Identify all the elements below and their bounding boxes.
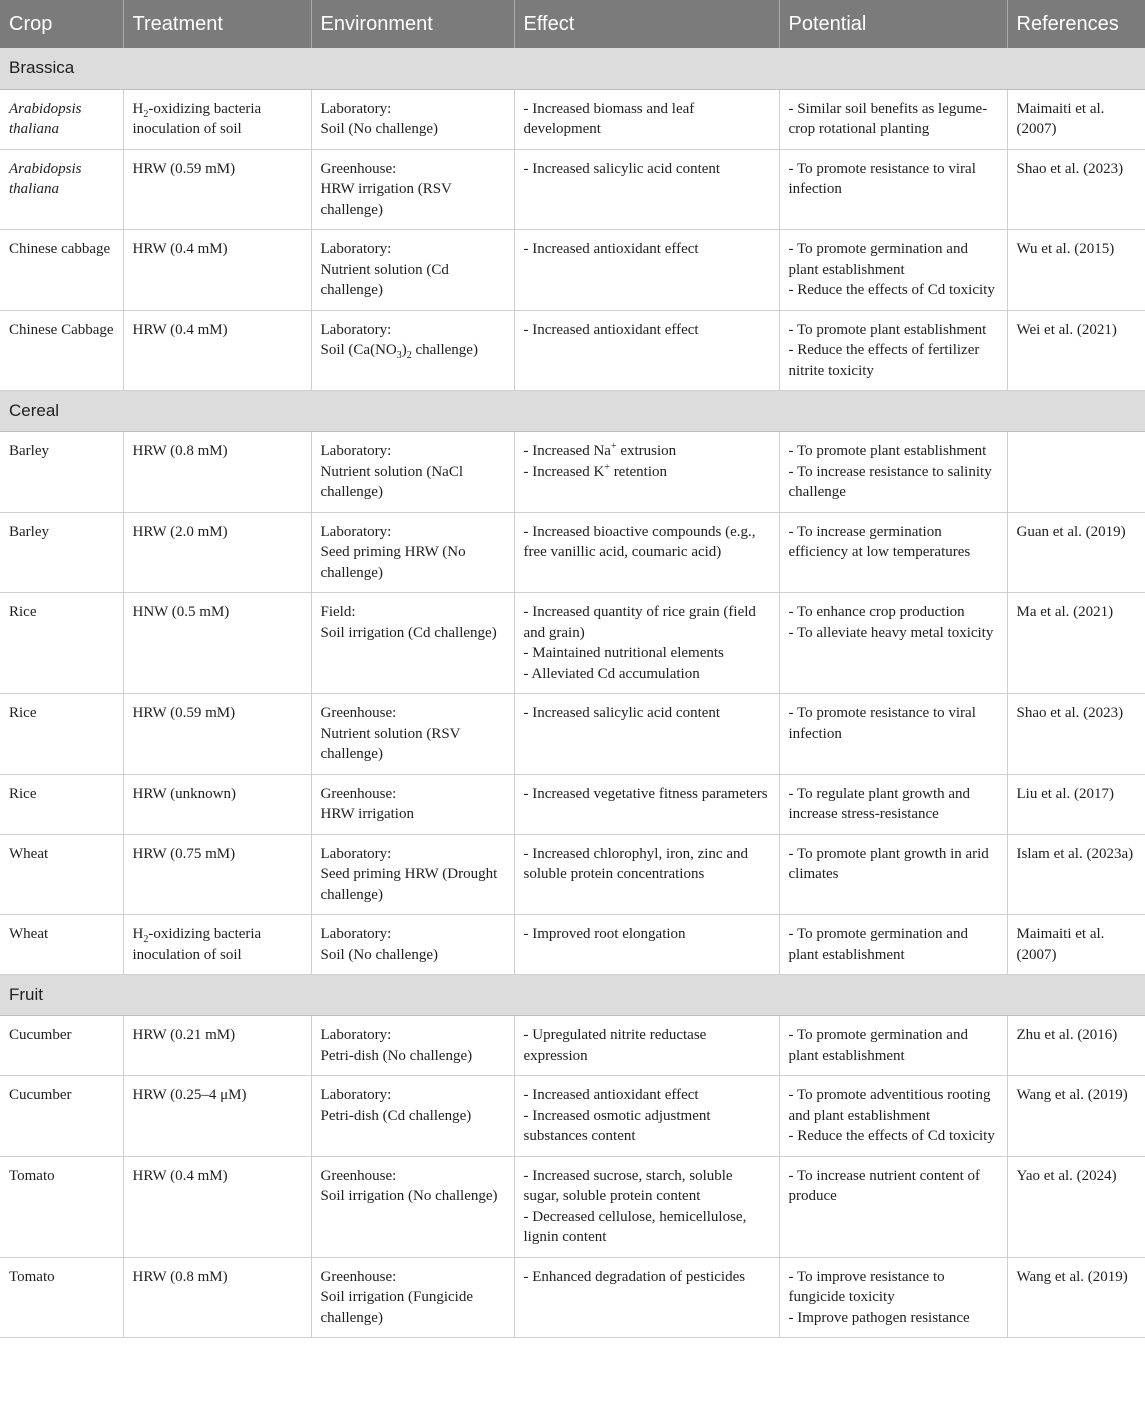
cell-potential	[779, 593, 1007, 694]
header-row	[0, 0, 1145, 48]
cell-reference: Yao et al. (2024)	[1007, 1156, 1145, 1257]
cell-crop: Barley	[0, 512, 123, 593]
section-label: Brassica	[0, 48, 1145, 89]
cell-effect	[514, 593, 779, 694]
potential-line: - To increase nutrient content of produce	[788, 1167, 981, 1204]
potential-line: - To promote germination and plant establishment	[788, 1027, 968, 1064]
cell-potential	[779, 774, 1007, 834]
cell-treatment	[123, 915, 311, 975]
potential-line: - To regulate plant growth and increase stress-resistance	[788, 785, 971, 822]
cell-crop: Tomato	[0, 1257, 123, 1338]
table-row	[0, 834, 1145, 915]
header-environment: Environment	[311, 0, 514, 48]
cell-effect	[514, 915, 779, 975]
potential-line: - Similar soil benefits as legume-crop rotational planting	[788, 100, 988, 137]
cell-crop: Cucumber	[0, 1016, 123, 1076]
effect-line: - Increased salicylic acid content	[523, 160, 721, 177]
environment-line: Greenhouse:	[320, 160, 397, 177]
effect-line: - Increased antioxidant effect	[523, 321, 699, 338]
table-row	[0, 1076, 1145, 1157]
cell-reference: Ma et al. (2021)	[1007, 593, 1145, 694]
cell-environment	[311, 694, 514, 775]
effect-line: - Enhanced degradation of pesticides	[523, 1268, 746, 1285]
potential-line: - To promote adventitious rooting and plant establishment	[788, 1087, 991, 1124]
cell-reference: Liu et al. (2017)	[1007, 774, 1145, 834]
environment-line: Greenhouse:	[320, 1268, 397, 1285]
environment-line: Laboratory:	[320, 1027, 392, 1043]
cell-reference: Maimaiti et al. (2007)	[1007, 915, 1145, 975]
effect-line: - Increased Na+ extrusion	[523, 441, 677, 459]
table-row	[0, 915, 1145, 975]
effect-line: - Alleviated Cd accumulation	[523, 665, 700, 682]
treatment-line: HRW (0.25–4 μM)	[132, 1087, 247, 1103]
cell-treatment	[123, 694, 311, 775]
cell-crop: Barley	[0, 432, 123, 513]
treatment-line: HRW (unknown)	[132, 785, 236, 802]
header-treatment: Treatment	[123, 0, 311, 48]
table-row	[0, 774, 1145, 834]
cell-reference: Zhu et al. (2016)	[1007, 1016, 1145, 1076]
potential-line: - To promote germination and plant establishment	[788, 926, 968, 963]
section-label: Fruit	[0, 975, 1145, 1016]
treatment-line: HRW (0.75 mM)	[132, 845, 236, 862]
cell-effect	[514, 149, 779, 230]
potential-line: - To promote resistance to viral infection	[788, 160, 976, 197]
cell-crop: Chinese Cabbage	[0, 310, 123, 391]
table-row	[0, 1257, 1145, 1338]
treatment-line: HRW (0.4 mM)	[132, 1167, 228, 1184]
cell-environment	[311, 89, 514, 149]
environment-line: Seed priming HRW (Drought challenge)	[320, 866, 498, 903]
environment-line: Soil irrigation (Cd challenge)	[320, 624, 497, 641]
effect-line: - Increased chlorophyl, iron, zinc and soluble protein concentrations	[523, 845, 748, 882]
effect-line: - Upregulated nitrite reductase expression	[523, 1027, 707, 1064]
environment-line: Seed priming HRW (No challenge)	[320, 544, 466, 581]
cell-potential	[779, 1016, 1007, 1076]
cell-reference: Shao et al. (2023)	[1007, 694, 1145, 775]
cell-effect	[514, 230, 779, 311]
cell-potential	[779, 230, 1007, 311]
cell-potential	[779, 1257, 1007, 1338]
potential-line: - To promote germination and plant establishment	[788, 241, 968, 278]
cell-crop: Wheat	[0, 834, 123, 915]
potential-line: - To increase resistance to salinity challenge	[788, 463, 992, 500]
cell-reference: Wei et al. (2021)	[1007, 310, 1145, 391]
cell-effect	[514, 1156, 779, 1257]
cell-environment	[311, 915, 514, 975]
environment-line: Laboratory:	[320, 241, 392, 257]
cell-treatment	[123, 230, 311, 311]
cell-environment	[311, 310, 514, 391]
cell-treatment	[123, 89, 311, 149]
table-row	[0, 89, 1145, 149]
cell-potential	[779, 1076, 1007, 1157]
potential-line: - Reduce the effects of Cd toxicity	[788, 1128, 995, 1144]
header-effect: Effect	[514, 0, 779, 48]
cell-crop: Arabidopsis thaliana	[0, 149, 123, 230]
environment-line: Laboratory:	[320, 845, 392, 862]
table-row	[0, 149, 1145, 230]
cell-treatment	[123, 1076, 311, 1157]
treatment-line: HNW (0.5 mM)	[132, 604, 230, 620]
cell-effect	[514, 89, 779, 149]
cell-crop: Chinese cabbage	[0, 230, 123, 311]
environment-line: Laboratory:	[320, 321, 392, 338]
cell-reference: Islam et al. (2023a)	[1007, 834, 1145, 915]
treatment-line: HRW (2.0 mM)	[132, 523, 228, 540]
header-references: References	[1007, 0, 1145, 48]
effect-line: - Increased antioxidant effect	[523, 1087, 699, 1103]
environment-line: Laboratory:	[320, 443, 392, 459]
environment-line: Greenhouse:	[320, 785, 397, 802]
environment-line: Soil (No challenge)	[320, 121, 438, 137]
cell-environment	[311, 774, 514, 834]
cell-potential	[779, 89, 1007, 149]
cell-potential	[779, 149, 1007, 230]
cell-environment	[311, 1257, 514, 1338]
table-row	[0, 694, 1145, 775]
potential-line: - To promote plant growth in arid climates	[788, 845, 989, 882]
cell-treatment	[123, 1156, 311, 1257]
cell-effect	[514, 694, 779, 775]
cell-treatment	[123, 512, 311, 593]
cell-crop: Wheat	[0, 915, 123, 975]
environment-line: Laboratory:	[320, 523, 392, 540]
environment-line: Petri-dish (No challenge)	[320, 1047, 473, 1064]
cell-reference: Shao et al. (2023)	[1007, 149, 1145, 230]
table-body	[0, 48, 1145, 1338]
potential-line: - To alleviate heavy metal toxicity	[788, 624, 994, 641]
environment-line: Soil (No challenge)	[320, 946, 438, 963]
cell-effect	[514, 432, 779, 513]
effect-line: - Increased antioxidant effect	[523, 241, 699, 257]
environment-line: Soil ($Ca(NO_3)_2$ challenge)	[320, 342, 478, 361]
cell-environment	[311, 512, 514, 593]
cell-potential	[779, 512, 1007, 593]
section-row	[0, 391, 1145, 432]
effect-line: - Increased biomass and leaf development	[523, 100, 695, 137]
cell-reference: Wang et al. (2019)	[1007, 1257, 1145, 1338]
treatment-line: HRW (0.8 mM)	[132, 443, 228, 459]
cell-potential	[779, 432, 1007, 513]
environment-line: HRW irrigation (RSV challenge)	[320, 181, 452, 218]
cell-reference: Wu et al. (2015)	[1007, 230, 1145, 311]
treatment-line: HRW (0.4 mM)	[132, 321, 228, 338]
environment-line: Field:	[320, 604, 356, 620]
table-row	[0, 1016, 1145, 1076]
cell-potential	[779, 915, 1007, 975]
cell-environment	[311, 149, 514, 230]
cell-environment	[311, 1076, 514, 1157]
table-row	[0, 512, 1145, 593]
cell-environment	[311, 230, 514, 311]
table-header	[0, 0, 1145, 48]
cell-potential	[779, 834, 1007, 915]
cell-potential	[779, 310, 1007, 391]
section-label: Cereal	[0, 391, 1145, 432]
potential-line: - To promote resistance to viral infection	[788, 705, 976, 742]
cell-effect	[514, 512, 779, 593]
header-crop: Crop	[0, 0, 123, 48]
effect-line: - Increased K+ retention	[523, 461, 668, 480]
cell-environment	[311, 432, 514, 513]
section-row	[0, 48, 1145, 89]
environment-line: Greenhouse:	[320, 705, 397, 721]
environment-line: Nutrient solution (NaCl challenge)	[320, 463, 463, 500]
cell-potential	[779, 694, 1007, 775]
cell-reference: Guan et al. (2019)	[1007, 512, 1145, 593]
treatment-line: HRW (0.59 mM)	[132, 160, 236, 177]
cell-environment	[311, 1016, 514, 1076]
cell-crop: Rice	[0, 593, 123, 694]
cell-environment	[311, 593, 514, 694]
cell-crop: Rice	[0, 694, 123, 775]
environment-line: Laboratory:	[320, 926, 392, 942]
cell-environment	[311, 834, 514, 915]
environment-line: Laboratory:	[320, 1087, 392, 1103]
effect-line: - Increased osmotic adjustment substances content	[523, 1107, 711, 1144]
table-row	[0, 310, 1145, 391]
effect-line: - Increased bioactive compounds (e.g., free vanillic acid, coumaric acid)	[523, 523, 756, 560]
effect-line: - Increased quantity of rice grain (field and grain)	[523, 604, 756, 641]
potential-line: - To enhance crop production	[788, 604, 965, 620]
cell-effect	[514, 1076, 779, 1157]
effect-line: - Increased sucrose, starch, soluble sugar, soluble protein content	[523, 1167, 733, 1204]
cell-effect	[514, 774, 779, 834]
potential-line: - Reduce the effects of Cd toxicity	[788, 282, 995, 298]
cell-treatment	[123, 1257, 311, 1338]
environment-line: Greenhouse:	[320, 1167, 397, 1184]
header-potential: Potential	[779, 0, 1007, 48]
environment-line: Soil irrigation (Fungicide challenge)	[320, 1289, 473, 1326]
cell-environment	[311, 1156, 514, 1257]
treatment-line: HRW (0.8 mM)	[132, 1268, 228, 1285]
environment-line: Soil irrigation (No challenge)	[320, 1188, 498, 1204]
section-row	[0, 975, 1145, 1016]
treatment-line: $H_2$-oxidizing bacteria inoculation of soil	[132, 926, 262, 963]
cell-effect	[514, 1257, 779, 1338]
cell-treatment	[123, 834, 311, 915]
environment-line: Nutrient solution (Cd challenge)	[320, 261, 449, 298]
environment-line: HRW irrigation	[320, 806, 414, 822]
cell-treatment	[123, 310, 311, 391]
cell-treatment	[123, 149, 311, 230]
cell-treatment	[123, 593, 311, 694]
potential-line: - To improve resistance to fungicide toxicity	[788, 1268, 945, 1305]
cell-crop: Arabidopsis thaliana	[0, 89, 123, 149]
table-row	[0, 593, 1145, 694]
treatment-line: HRW (0.4 mM)	[132, 241, 228, 257]
cell-effect	[514, 834, 779, 915]
cell-potential	[779, 1156, 1007, 1257]
cell-crop: Tomato	[0, 1156, 123, 1257]
treatment-line: HRW (0.21 mM)	[132, 1027, 236, 1043]
table-row	[0, 230, 1145, 311]
environment-line: Nutrient solution (RSV challenge)	[320, 725, 461, 762]
cell-reference	[1007, 432, 1145, 513]
table-row	[0, 1156, 1145, 1257]
cell-crop: Rice	[0, 774, 123, 834]
cell-treatment	[123, 432, 311, 513]
cell-reference: Maimaiti et al. (2007)	[1007, 89, 1145, 149]
potential-line: - Improve pathogen resistance	[788, 1309, 970, 1326]
cell-treatment	[123, 774, 311, 834]
cell-crop: Cucumber	[0, 1076, 123, 1157]
cell-effect	[514, 310, 779, 391]
potential-line: - To promote plant establishment	[788, 321, 987, 338]
potential-line: - To promote plant establishment	[788, 443, 987, 459]
table-row	[0, 432, 1145, 513]
cell-reference: Wang et al. (2019)	[1007, 1076, 1145, 1157]
treatment-line: $H_2$-oxidizing bacteria inoculation of soil	[132, 100, 262, 137]
treatment-line: HRW (0.59 mM)	[132, 705, 236, 721]
effect-line: - Increased salicylic acid content	[523, 705, 721, 721]
environment-line: Petri-dish (Cd challenge)	[320, 1107, 472, 1124]
potential-line: - To increase germination efficiency at low temperatures	[788, 523, 971, 560]
effect-line: - Decreased cellulose, hemicellulose, lignin content	[523, 1208, 747, 1245]
environment-line: Laboratory:	[320, 100, 392, 117]
potential-line: - Reduce the effects of fertilizer nitrite toxicity	[788, 342, 980, 379]
effect-line: - Increased vegetative fitness parameters	[523, 785, 768, 802]
effect-line: - Improved root elongation	[523, 926, 686, 942]
cell-treatment	[123, 1016, 311, 1076]
effect-line: - Maintained nutritional elements	[523, 645, 724, 661]
cell-effect	[514, 1016, 779, 1076]
